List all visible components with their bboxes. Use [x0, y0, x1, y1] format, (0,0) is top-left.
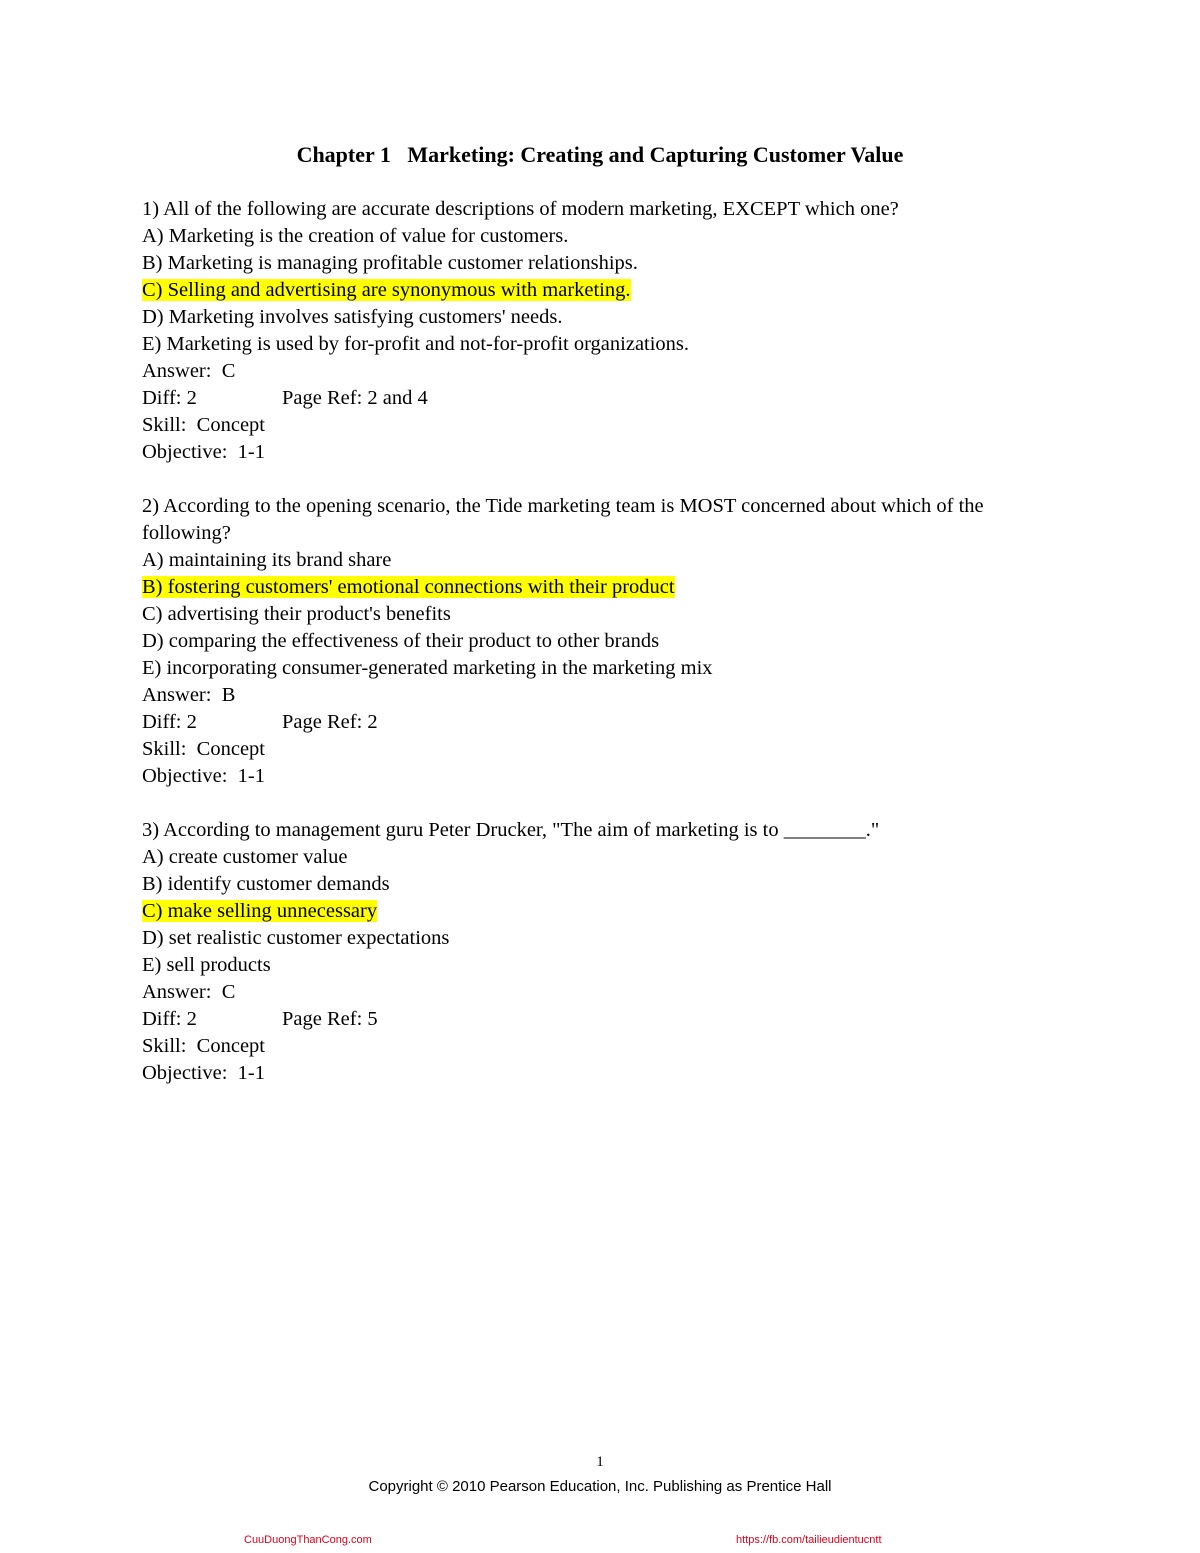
objective: Objective: 1-1	[142, 765, 265, 787]
question-stem: 2) According to the opening scenario, the Tide marketing team is MOST concerned about which of the following?	[142, 495, 989, 544]
watermark-left-link[interactable]: CuuDuongThanCong.com	[244, 1534, 372, 1546]
highlighted-answer: B) fostering customers' emotional connections with their product	[142, 576, 675, 598]
objective: Objective: 1-1	[142, 1062, 265, 1084]
difficulty-row	[142, 385, 1062, 412]
answer-option-correct	[142, 277, 1062, 304]
answer-option: A) maintaining its brand share	[142, 549, 392, 571]
answer-option: D) Marketing involves satisfying customers' needs.	[142, 306, 563, 328]
page-number: 1	[596, 1454, 604, 1470]
highlighted-answer: C) Selling and advertising are synonymous with marketing.	[142, 279, 631, 301]
copyright-footer: Copyright © 2010 Pearson Education, Inc. Publishing as Prentice Hall	[368, 1478, 832, 1495]
question-1	[142, 196, 1062, 466]
difficulty-row	[142, 709, 1062, 736]
question-stem: 3) According to management guru Peter Drucker, "The aim of marketing is to ________."	[142, 819, 880, 841]
skill: Skill: Concept	[142, 1035, 265, 1057]
page-title: Chapter 1 Marketing: Creating and Capturing Customer Value	[296, 142, 904, 167]
difficulty: Diff: 2	[142, 387, 197, 409]
difficulty-row	[142, 1006, 1062, 1033]
page-reference: Page Ref: 5	[282, 1008, 378, 1030]
answer-key: Answer: B	[142, 684, 236, 706]
answer-key: Answer: C	[142, 360, 236, 382]
question-stem: 1) All of the following are accurate descriptions of modern marketing, EXCEPT which one?	[142, 198, 899, 220]
answer-option: D) set realistic customer expectations	[142, 927, 450, 949]
answer-option: C) advertising their product's benefits	[142, 603, 451, 625]
page-reference: Page Ref: 2	[282, 711, 378, 733]
skill: Skill: Concept	[142, 738, 265, 760]
objective: Objective: 1-1	[142, 441, 265, 463]
answer-option: B) Marketing is managing profitable customer relationships.	[142, 252, 638, 274]
answer-option: D) comparing the effectiveness of their product to other brands	[142, 630, 660, 652]
answer-option: E) Marketing is used by for-profit and not-for-profit organizations.	[142, 333, 690, 355]
answer-option: A) create customer value	[142, 846, 348, 868]
answer-option-correct	[142, 898, 1062, 925]
answer-option: E) incorporating consumer-generated marketing in the marketing mix	[142, 657, 713, 679]
answer-option: E) sell products	[142, 954, 271, 976]
question-list	[142, 196, 1062, 1114]
skill: Skill: Concept	[142, 414, 265, 436]
answer-key: Answer: C	[142, 981, 236, 1003]
difficulty: Diff: 2	[142, 1008, 197, 1030]
answer-option-correct	[142, 574, 1062, 601]
watermark-right-link[interactable]: https://fb.com/tailieudientucntt	[736, 1534, 882, 1546]
page-reference: Page Ref: 2 and 4	[282, 387, 428, 409]
difficulty: Diff: 2	[142, 711, 197, 733]
question-3	[142, 817, 1062, 1087]
question-2	[142, 493, 1062, 790]
answer-option: A) Marketing is the creation of value for customers.	[142, 225, 569, 247]
answer-option: B) identify customer demands	[142, 873, 390, 895]
highlighted-answer: C) make selling unnecessary	[142, 900, 378, 922]
